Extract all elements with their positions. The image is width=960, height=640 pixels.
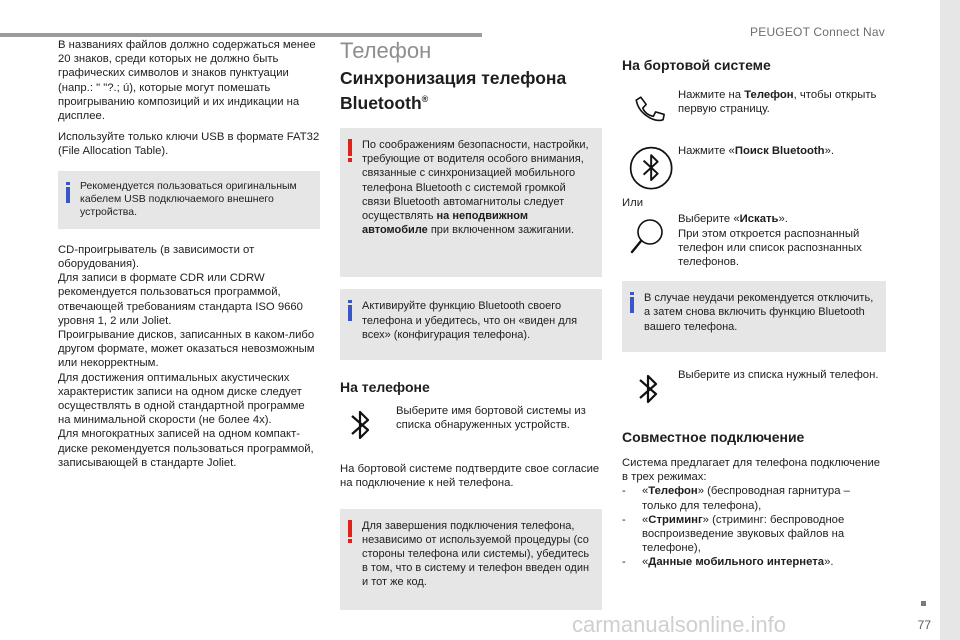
bluetooth-icon [340,404,390,448]
page-marker [921,601,926,606]
paragraph: На бортовой системе подтвердите свое согласие на подключение к ней телефона. [340,463,600,490]
step-row [622,368,886,414]
paragraph: Система предлагает для телефона подключение в трех режимах: [622,457,881,484]
heading-on-phone: На телефоне [340,379,430,396]
info-icon [348,300,352,321]
paragraph: Для достижения оптимальных акустических характеристик записи на одном диске следует осуществлять в одной стандартной программе на минимальной скорости (не более 4x). [58,371,305,427]
column-1 [58,38,320,470]
note-text: Рекомендуется пользоваться оригинальным кабелем USB подключаемого внешнего устройства. [80,179,297,219]
side-tab [940,0,960,640]
paragraph: В названиях файлов должно содержаться менее 20 знаков, среди которых не должно быть графических символов и знаков пунктуации (напр.: " "?.; ú), которые могут помешать проигрыванию композиций и их индикации на дисплее. [58,39,316,123]
bluetooth-circle-icon [622,140,676,192]
step-row [622,144,886,190]
warning-text: По соображениям безопасности, настройки, требующие от водителя особого внимания, связанные с синхронизацией мобильного телефона Bluetooth с системой громкой связи Bluetooth автомагнитолы следует осуществлять на неподвижном автомобиле при включенном зажигании. [362,139,589,237]
list-item: - «Телефон» (беспроводная гарнитура – только для телефона), [622,485,850,512]
bluetooth-icon [622,368,672,412]
page-number: 77 [917,618,931,632]
paragraph: Для многократных записей на одном компакт-диске рекомендуется пользоваться программой, записывающей в стандарте Joliet. [58,428,314,469]
list-dash: - [622,513,626,526]
info-icon [630,292,634,313]
warning-note [340,509,602,610]
list-item: - «Данные мобильного интернета». [622,556,834,569]
note-text: Активируйте функцию Bluetooth своего телефона и убедитесь, что он «виден для всех» (конфигурация телефона). [362,300,578,341]
warning-note [340,128,602,277]
column-2 [340,38,602,610]
heading-multi-connection: Совместное подключение [622,428,805,445]
note-text: В случае неудачи рекомендуется отключить, а затем снова включить функцию Bluetooth вашего телефона. [644,292,874,333]
step-text: Выберите из списка нужный телефон. [678,368,879,381]
phone-handset-icon [622,88,672,132]
or-label: Или [622,197,644,210]
header-rule [0,33,482,37]
info-icon [66,182,70,203]
step-row [622,88,886,134]
list-item: - «Стриминг» (стриминг: беспроводное воспроизведение звуковых файлов на телефоне), [622,513,845,555]
paragraph: CD-проигрыватель (в зависимости от оборудования). [58,243,255,271]
mode-list [622,484,886,569]
list-dash: - [622,556,626,569]
list-dash: - [622,485,626,498]
section-title: Телефон [340,38,432,63]
step-text: Нажмите на Телефон, чтобы открыть первую страницу. [678,89,877,116]
paragraph: Проигрывание дисков, записанных в каком-либо другом формате, может оказаться невозможным или некорректным. [58,329,315,370]
step-text: Нажмите «Поиск Bluetooth». [678,145,834,158]
page-header-title: PEUGEOT Connect Nav [750,25,885,39]
step-text: Выберите «Искать». При этом откроется распознанный телефон или список распознанных телефонов. [678,213,862,269]
info-note [58,171,320,229]
paragraph: Используйте только ключи USB в формате FAT32 (File Allocation Table). [58,131,320,158]
watermark: carmanualsonline.info [572,612,787,637]
info-note [622,281,886,352]
warning-icon [348,520,352,543]
heading-bluetooth-sync [340,68,602,114]
info-note [340,289,602,360]
step-text: Выберите имя бортовой системы из списка обнаруженных устройств. [396,405,586,432]
paragraph: Для записи в формате CDR или CDRW рекомендуется пользоваться программой, отвечающей требованиям стандарта ISO 9660 уровня 1, 2 или Joliet. [58,272,303,327]
warning-icon [348,139,352,162]
search-icon [622,214,672,258]
heading-text: Синхронизация телефона Bluetooth [340,68,567,114]
registered-mark: ® [421,94,429,105]
column-3 [622,38,886,570]
step-row [622,212,886,269]
step-row [340,404,602,450]
heading-on-system: На бортовой системе [622,57,771,73]
warning-text: Для завершения подключения телефона, независимо от используемой процедуры (со стороны телефона или системы), убедитесь в том, что в систему и телефон введен один и тот же код. [362,519,590,589]
